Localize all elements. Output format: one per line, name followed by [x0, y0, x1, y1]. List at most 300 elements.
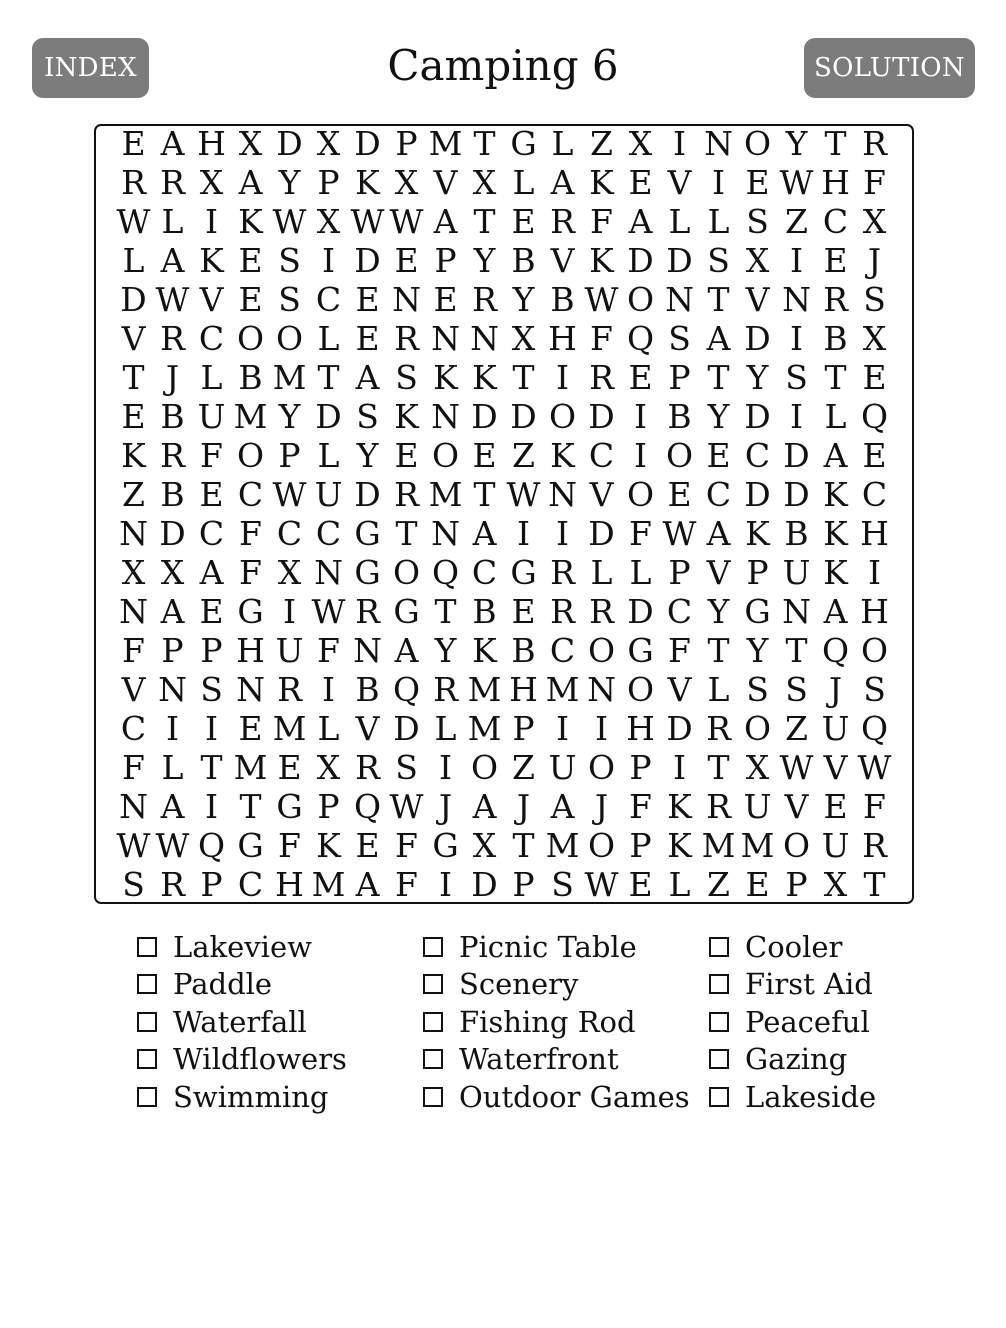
- grid-cell[interactable]: I: [711, 163, 726, 202]
- grid-cell[interactable]: S: [707, 241, 730, 280]
- grid-cell[interactable]: T: [707, 358, 730, 397]
- grid-cell[interactable]: J: [828, 670, 843, 709]
- grid-cell[interactable]: L: [551, 124, 574, 163]
- grid-cell[interactable]: F: [395, 865, 418, 904]
- grid-cell[interactable]: V: [784, 787, 809, 826]
- word-checkbox[interactable]: [137, 1012, 157, 1032]
- grid-cell[interactable]: J: [438, 787, 453, 826]
- grid-cell[interactable]: U: [821, 709, 850, 748]
- grid-cell[interactable]: N: [704, 124, 733, 163]
- grid-cell[interactable]: O: [236, 436, 265, 475]
- grid-cell[interactable]: A: [160, 124, 185, 163]
- grid-cell[interactable]: E: [394, 241, 419, 280]
- grid-cell[interactable]: I: [633, 397, 648, 436]
- grid-cell[interactable]: V: [823, 748, 848, 787]
- word-checkbox[interactable]: [709, 974, 729, 994]
- grid-cell[interactable]: K: [199, 241, 224, 280]
- grid-cell[interactable]: Z: [512, 748, 535, 787]
- grid-cell[interactable]: D: [354, 124, 381, 163]
- grid-cell[interactable]: T: [317, 358, 340, 397]
- grid-cell[interactable]: A: [160, 592, 185, 631]
- grid-cell[interactable]: T: [395, 514, 418, 553]
- grid-cell[interactable]: A: [706, 514, 731, 553]
- word-checkbox[interactable]: [423, 937, 443, 957]
- grid-cell[interactable]: B: [160, 397, 185, 436]
- grid-cell[interactable]: Y: [512, 280, 535, 319]
- grid-cell[interactable]: C: [549, 631, 576, 670]
- grid-cell[interactable]: R: [160, 436, 185, 475]
- grid-cell[interactable]: P: [278, 436, 301, 475]
- word-item[interactable]: [137, 1003, 423, 1041]
- grid-cell[interactable]: C: [705, 475, 732, 514]
- grid-cell[interactable]: V: [667, 670, 692, 709]
- grid-cell[interactable]: P: [200, 865, 223, 904]
- word-item[interactable]: [137, 928, 423, 966]
- grid-cell[interactable]: I: [204, 202, 219, 241]
- grid-cell[interactable]: X: [745, 748, 770, 787]
- grid-cell[interactable]: O: [431, 436, 460, 475]
- grid-cell[interactable]: H: [236, 631, 265, 670]
- grid-cell[interactable]: H: [548, 319, 577, 358]
- grid-cell[interactable]: W: [389, 787, 424, 826]
- grid-cell[interactable]: A: [472, 787, 497, 826]
- grid-cell[interactable]: W: [857, 748, 892, 787]
- grid-cell[interactable]: P: [746, 553, 769, 592]
- grid-cell[interactable]: U: [197, 397, 226, 436]
- letter-grid[interactable]: [94, 124, 914, 904]
- grid-cell[interactable]: D: [744, 397, 771, 436]
- grid-cell[interactable]: S: [551, 865, 574, 904]
- grid-cell[interactable]: A: [394, 631, 419, 670]
- grid-cell[interactable]: W: [116, 826, 151, 865]
- grid-cell[interactable]: I: [555, 358, 570, 397]
- grid-cell[interactable]: E: [823, 241, 848, 280]
- word-checkbox[interactable]: [137, 1087, 157, 1107]
- grid-cell[interactable]: X: [238, 124, 263, 163]
- grid-cell[interactable]: A: [706, 319, 731, 358]
- grid-cell[interactable]: W: [779, 163, 814, 202]
- grid-cell[interactable]: R: [355, 592, 380, 631]
- grid-cell[interactable]: R: [550, 553, 575, 592]
- grid-cell[interactable]: O: [587, 826, 616, 865]
- grid-cell[interactable]: R: [823, 280, 848, 319]
- grid-cell[interactable]: E: [121, 397, 146, 436]
- grid-cell[interactable]: J: [594, 787, 609, 826]
- grid-cell[interactable]: D: [783, 475, 810, 514]
- grid-cell[interactable]: D: [471, 865, 498, 904]
- grid-cell[interactable]: L: [317, 709, 340, 748]
- word-item[interactable]: [709, 1078, 937, 1116]
- grid-cell[interactable]: I: [555, 709, 570, 748]
- word-item[interactable]: [709, 1041, 937, 1079]
- grid-cell[interactable]: M: [545, 826, 580, 865]
- grid-cell[interactable]: F: [239, 514, 262, 553]
- grid-cell[interactable]: D: [666, 709, 693, 748]
- word-checkbox[interactable]: [423, 1049, 443, 1069]
- word-checkbox[interactable]: [137, 937, 157, 957]
- word-checkbox[interactable]: [423, 974, 443, 994]
- grid-cell[interactable]: M: [233, 748, 268, 787]
- grid-cell[interactable]: Q: [431, 553, 460, 592]
- grid-cell[interactable]: C: [120, 709, 147, 748]
- grid-cell[interactable]: T: [707, 631, 730, 670]
- grid-cell[interactable]: I: [789, 397, 804, 436]
- grid-cell[interactable]: X: [823, 865, 848, 904]
- grid-cell[interactable]: B: [160, 475, 185, 514]
- grid-cell[interactable]: T: [863, 865, 886, 904]
- grid-cell[interactable]: R: [121, 163, 146, 202]
- grid-cell[interactable]: S: [395, 748, 418, 787]
- word-checkbox[interactable]: [709, 1049, 729, 1069]
- grid-cell[interactable]: Z: [707, 865, 730, 904]
- grid-cell[interactable]: S: [668, 319, 691, 358]
- grid-cell[interactable]: X: [472, 163, 497, 202]
- grid-cell[interactable]: Y: [746, 631, 769, 670]
- grid-cell[interactable]: E: [238, 709, 263, 748]
- grid-cell[interactable]: E: [238, 280, 263, 319]
- grid-cell[interactable]: L: [161, 748, 184, 787]
- grid-cell[interactable]: W: [311, 592, 346, 631]
- grid-cell[interactable]: G: [627, 631, 654, 670]
- grid-cell[interactable]: T: [785, 631, 808, 670]
- grid-cell[interactable]: N: [548, 475, 577, 514]
- word-item[interactable]: [423, 1078, 709, 1116]
- grid-cell[interactable]: K: [238, 202, 263, 241]
- grid-cell[interactable]: X: [394, 163, 419, 202]
- grid-cell[interactable]: S: [785, 358, 808, 397]
- grid-cell[interactable]: N: [119, 787, 148, 826]
- grid-cell[interactable]: N: [782, 592, 811, 631]
- grid-cell[interactable]: C: [198, 514, 225, 553]
- grid-cell[interactable]: M: [740, 826, 775, 865]
- grid-cell[interactable]: I: [633, 436, 648, 475]
- grid-cell[interactable]: N: [431, 397, 460, 436]
- grid-cell[interactable]: N: [236, 670, 265, 709]
- grid-cell[interactable]: W: [662, 514, 697, 553]
- grid-cell[interactable]: K: [823, 475, 848, 514]
- grid-cell[interactable]: Z: [122, 475, 145, 514]
- grid-cell[interactable]: O: [860, 631, 889, 670]
- grid-cell[interactable]: L: [590, 553, 613, 592]
- grid-cell[interactable]: S: [863, 670, 886, 709]
- grid-cell[interactable]: A: [355, 358, 380, 397]
- grid-cell[interactable]: E: [511, 592, 536, 631]
- grid-cell[interactable]: K: [355, 163, 380, 202]
- grid-cell[interactable]: C: [315, 514, 342, 553]
- grid-cell[interactable]: L: [668, 865, 691, 904]
- grid-cell[interactable]: S: [356, 397, 379, 436]
- grid-cell[interactable]: B: [511, 631, 536, 670]
- grid-cell[interactable]: F: [629, 514, 652, 553]
- grid-cell[interactable]: W: [506, 475, 541, 514]
- grid-cell[interactable]: G: [237, 592, 264, 631]
- grid-cell[interactable]: D: [159, 514, 186, 553]
- grid-cell[interactable]: N: [431, 319, 460, 358]
- grid-cell[interactable]: Y: [356, 436, 379, 475]
- grid-cell[interactable]: A: [238, 163, 263, 202]
- word-item[interactable]: [709, 928, 937, 966]
- grid-cell[interactable]: X: [862, 319, 887, 358]
- grid-cell[interactable]: E: [199, 475, 224, 514]
- grid-cell[interactable]: R: [472, 280, 497, 319]
- grid-cell[interactable]: G: [393, 592, 420, 631]
- word-item[interactable]: [423, 1041, 709, 1079]
- grid-cell[interactable]: C: [471, 553, 498, 592]
- grid-cell[interactable]: R: [550, 592, 575, 631]
- grid-cell[interactable]: G: [510, 124, 537, 163]
- grid-cell[interactable]: E: [355, 280, 380, 319]
- grid-cell[interactable]: R: [160, 319, 185, 358]
- grid-cell[interactable]: M: [428, 124, 463, 163]
- grid-cell[interactable]: R: [550, 202, 575, 241]
- grid-cell[interactable]: C: [861, 475, 888, 514]
- grid-cell[interactable]: O: [782, 826, 811, 865]
- grid-cell[interactable]: Y: [707, 592, 730, 631]
- word-item[interactable]: [709, 1003, 937, 1041]
- grid-cell[interactable]: O: [665, 436, 694, 475]
- grid-cell[interactable]: O: [626, 475, 655, 514]
- grid-cell[interactable]: S: [278, 241, 301, 280]
- word-item[interactable]: [137, 1078, 423, 1116]
- grid-cell[interactable]: S: [200, 670, 223, 709]
- grid-cell[interactable]: D: [666, 241, 693, 280]
- grid-cell[interactable]: X: [160, 553, 185, 592]
- grid-cell[interactable]: B: [355, 670, 380, 709]
- grid-cell[interactable]: D: [471, 397, 498, 436]
- grid-cell[interactable]: D: [354, 241, 381, 280]
- grid-cell[interactable]: D: [783, 436, 810, 475]
- grid-cell[interactable]: L: [200, 358, 223, 397]
- grid-cell[interactable]: E: [745, 163, 770, 202]
- grid-cell[interactable]: W: [350, 202, 385, 241]
- grid-cell[interactable]: E: [199, 592, 224, 631]
- grid-cell[interactable]: E: [472, 436, 497, 475]
- grid-cell[interactable]: N: [314, 553, 343, 592]
- word-item[interactable]: [709, 966, 937, 1004]
- word-item[interactable]: [423, 966, 709, 1004]
- grid-cell[interactable]: K: [433, 358, 458, 397]
- grid-cell[interactable]: B: [238, 358, 263, 397]
- grid-cell[interactable]: F: [239, 553, 262, 592]
- grid-cell[interactable]: A: [199, 553, 224, 592]
- index-button[interactable]: INDEX: [32, 38, 149, 98]
- grid-cell[interactable]: E: [238, 241, 263, 280]
- grid-cell[interactable]: Y: [434, 631, 457, 670]
- grid-cell[interactable]: K: [550, 436, 575, 475]
- grid-cell[interactable]: I: [672, 124, 687, 163]
- grid-cell[interactable]: O: [548, 397, 577, 436]
- grid-cell[interactable]: G: [237, 826, 264, 865]
- grid-cell[interactable]: I: [555, 514, 570, 553]
- grid-cell[interactable]: F: [278, 826, 301, 865]
- grid-cell[interactable]: R: [277, 670, 302, 709]
- grid-cell[interactable]: T: [707, 748, 730, 787]
- grid-cell[interactable]: F: [122, 631, 145, 670]
- grid-cell[interactable]: N: [119, 514, 148, 553]
- grid-cell[interactable]: Z: [512, 436, 535, 475]
- grid-cell[interactable]: N: [587, 670, 616, 709]
- grid-cell[interactable]: W: [155, 280, 190, 319]
- grid-cell[interactable]: J: [867, 241, 882, 280]
- grid-cell[interactable]: P: [512, 709, 535, 748]
- grid-cell[interactable]: O: [275, 319, 304, 358]
- grid-cell[interactable]: R: [355, 748, 380, 787]
- grid-cell[interactable]: S: [122, 865, 145, 904]
- grid-cell[interactable]: Y: [473, 241, 496, 280]
- grid-cell[interactable]: B: [511, 241, 536, 280]
- grid-cell[interactable]: N: [431, 514, 460, 553]
- grid-cell[interactable]: T: [707, 280, 730, 319]
- grid-cell[interactable]: H: [509, 670, 538, 709]
- word-checkbox[interactable]: [709, 1012, 729, 1032]
- grid-cell[interactable]: I: [789, 319, 804, 358]
- grid-cell[interactable]: X: [199, 163, 224, 202]
- grid-cell[interactable]: E: [355, 319, 380, 358]
- grid-cell[interactable]: M: [545, 670, 580, 709]
- grid-cell[interactable]: M: [272, 709, 307, 748]
- grid-cell[interactable]: I: [516, 514, 531, 553]
- grid-cell[interactable]: T: [122, 358, 145, 397]
- grid-cell[interactable]: N: [782, 280, 811, 319]
- grid-cell[interactable]: V: [355, 709, 380, 748]
- grid-cell[interactable]: I: [321, 241, 336, 280]
- grid-cell[interactable]: B: [784, 514, 809, 553]
- grid-cell[interactable]: L: [707, 670, 730, 709]
- grid-cell[interactable]: X: [472, 826, 497, 865]
- grid-cell[interactable]: Q: [860, 709, 889, 748]
- grid-cell[interactable]: P: [668, 553, 691, 592]
- grid-cell[interactable]: K: [589, 163, 614, 202]
- grid-cell[interactable]: D: [510, 397, 537, 436]
- grid-cell[interactable]: K: [589, 241, 614, 280]
- grid-cell[interactable]: Z: [590, 124, 613, 163]
- word-checkbox[interactable]: [137, 974, 157, 994]
- grid-cell[interactable]: R: [160, 865, 185, 904]
- grid-cell[interactable]: X: [511, 319, 536, 358]
- grid-cell[interactable]: M: [467, 709, 502, 748]
- grid-cell[interactable]: Q: [860, 397, 889, 436]
- grid-cell[interactable]: A: [433, 202, 458, 241]
- grid-cell[interactable]: C: [315, 280, 342, 319]
- grid-cell[interactable]: E: [121, 124, 146, 163]
- grid-cell[interactable]: Q: [626, 319, 655, 358]
- grid-cell[interactable]: D: [627, 241, 654, 280]
- grid-cell[interactable]: G: [354, 514, 381, 553]
- grid-cell[interactable]: F: [863, 787, 886, 826]
- grid-cell[interactable]: L: [512, 163, 535, 202]
- grid-cell[interactable]: W: [584, 280, 619, 319]
- grid-cell[interactable]: A: [355, 865, 380, 904]
- grid-cell[interactable]: F: [317, 631, 340, 670]
- grid-cell[interactable]: J: [516, 787, 531, 826]
- grid-cell[interactable]: C: [588, 436, 615, 475]
- grid-cell[interactable]: E: [862, 436, 887, 475]
- grid-cell[interactable]: E: [277, 748, 302, 787]
- grid-cell[interactable]: F: [590, 319, 613, 358]
- grid-cell[interactable]: V: [589, 475, 614, 514]
- grid-cell[interactable]: T: [473, 202, 496, 241]
- grid-cell[interactable]: N: [119, 592, 148, 631]
- grid-cell[interactable]: E: [628, 358, 653, 397]
- grid-cell[interactable]: K: [121, 436, 146, 475]
- grid-cell[interactable]: O: [743, 709, 772, 748]
- word-checkbox[interactable]: [423, 1012, 443, 1032]
- grid-cell[interactable]: I: [867, 553, 882, 592]
- grid-cell[interactable]: I: [672, 748, 687, 787]
- grid-cell[interactable]: L: [122, 241, 145, 280]
- grid-cell[interactable]: L: [317, 436, 340, 475]
- grid-cell[interactable]: Y: [746, 358, 769, 397]
- grid-cell[interactable]: L: [668, 202, 691, 241]
- grid-cell[interactable]: O: [587, 748, 616, 787]
- grid-cell[interactable]: O: [626, 280, 655, 319]
- grid-cell[interactable]: S: [746, 202, 769, 241]
- grid-cell[interactable]: K: [823, 553, 848, 592]
- grid-cell[interactable]: M: [428, 475, 463, 514]
- grid-cell[interactable]: F: [629, 787, 652, 826]
- grid-cell[interactable]: M: [311, 865, 346, 904]
- grid-cell[interactable]: V: [433, 163, 458, 202]
- grid-cell[interactable]: C: [198, 319, 225, 358]
- grid-cell[interactable]: O: [587, 631, 616, 670]
- grid-cell[interactable]: B: [667, 397, 692, 436]
- grid-cell[interactable]: T: [824, 358, 847, 397]
- grid-cell[interactable]: Y: [278, 163, 301, 202]
- grid-cell[interactable]: W: [116, 202, 151, 241]
- grid-cell[interactable]: P: [434, 241, 457, 280]
- grid-cell[interactable]: U: [275, 631, 304, 670]
- grid-cell[interactable]: L: [824, 397, 847, 436]
- grid-cell[interactable]: U: [743, 787, 772, 826]
- grid-cell[interactable]: P: [317, 163, 340, 202]
- grid-cell[interactable]: L: [161, 202, 184, 241]
- grid-cell[interactable]: D: [744, 319, 771, 358]
- grid-cell[interactable]: R: [589, 358, 614, 397]
- word-item[interactable]: [137, 966, 423, 1004]
- grid-cell[interactable]: R: [706, 787, 731, 826]
- grid-cell[interactable]: F: [200, 436, 223, 475]
- grid-cell[interactable]: E: [355, 826, 380, 865]
- grid-cell[interactable]: K: [316, 826, 341, 865]
- grid-cell[interactable]: O: [392, 553, 421, 592]
- grid-cell[interactable]: P: [317, 787, 340, 826]
- grid-cell[interactable]: A: [550, 787, 575, 826]
- grid-cell[interactable]: S: [785, 670, 808, 709]
- grid-cell[interactable]: N: [392, 280, 421, 319]
- grid-cell[interactable]: D: [588, 397, 615, 436]
- grid-cell[interactable]: X: [745, 241, 770, 280]
- grid-cell[interactable]: F: [668, 631, 691, 670]
- grid-cell[interactable]: Q: [392, 670, 421, 709]
- grid-cell[interactable]: N: [353, 631, 382, 670]
- grid-cell[interactable]: S: [395, 358, 418, 397]
- grid-cell[interactable]: Z: [785, 709, 808, 748]
- grid-cell[interactable]: U: [548, 748, 577, 787]
- grid-cell[interactable]: O: [626, 670, 655, 709]
- grid-cell[interactable]: W: [779, 748, 814, 787]
- grid-cell[interactable]: R: [862, 124, 887, 163]
- grid-cell[interactable]: B: [550, 280, 575, 319]
- grid-cell[interactable]: T: [473, 475, 496, 514]
- word-checkbox[interactable]: [709, 937, 729, 957]
- grid-cell[interactable]: M: [272, 358, 307, 397]
- grid-cell[interactable]: T: [239, 787, 262, 826]
- grid-cell[interactable]: M: [233, 397, 268, 436]
- grid-cell[interactable]: Q: [197, 826, 226, 865]
- grid-cell[interactable]: K: [667, 826, 692, 865]
- grid-cell[interactable]: C: [276, 514, 303, 553]
- grid-cell[interactable]: R: [394, 319, 419, 358]
